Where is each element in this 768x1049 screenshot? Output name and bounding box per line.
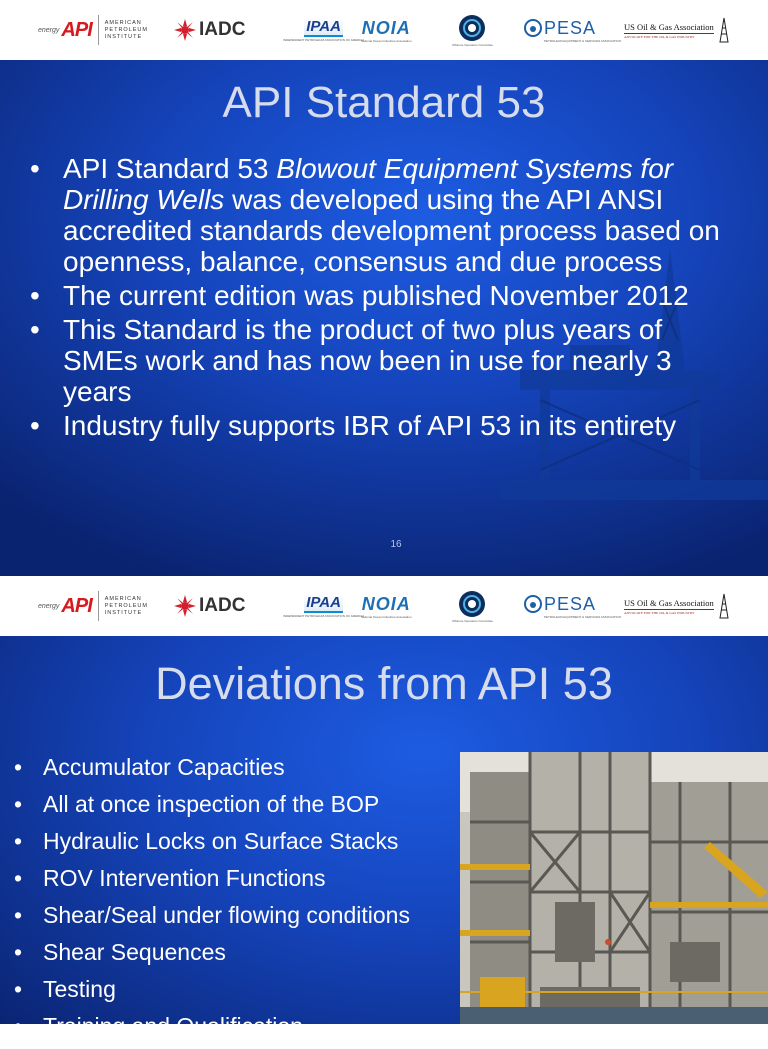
list-item: • Testing [14, 976, 116, 1002]
pesa-logo: PESA PETROLEUM EQUIPMENT & SERVICES ASSOCIATION [524, 576, 621, 636]
pesa-logo: PESA PETROLEUM EQUIPMENT & SERVICES ASSOCIATION [524, 0, 621, 60]
globe-icon [458, 14, 486, 42]
list-item: • Industry fully supports IBR of API 53 in its entirety [30, 410, 677, 441]
sponsor-logo-bar [0, 0, 768, 60]
list-item: • Shear/Seal under flowing conditions [14, 902, 410, 928]
bullet-list [14, 753, 459, 1049]
pesa-drop-icon [524, 19, 542, 37]
globe-icon [458, 590, 486, 618]
iadc-logo: IADC [174, 0, 245, 60]
rig-structure-illustration [460, 752, 768, 1024]
list-item: • API Standard 53 Blowout Equipment Systems for Drilling Wells was developed using the API ANSI accredited standards development process based on openness, balance, consensus and due process [30, 153, 720, 277]
noia-logo: NOIA National Ocean Industries Association [361, 17, 412, 43]
api-logo: energy API AMERICAN PETROLEUM INSTITUTE [38, 0, 148, 60]
bullet-list [30, 153, 742, 444]
noia-logo: NOIA National Ocean Industries Association [361, 593, 412, 619]
list-item: • Training and Qualification [14, 1013, 303, 1039]
ipaa-logo: IPAA INDEPENDENT PETROLEUM ASSOCIATION OF AMERICA [283, 594, 365, 618]
iadc-star-icon [174, 595, 196, 617]
list-item: • Shear Sequences [14, 939, 226, 965]
list-item: • This Standard is the product of two plus years of SMEs work and has now been in use for nearly 3 years [30, 314, 672, 407]
derrick-icon [719, 18, 729, 42]
slide-title: API Standard 53 [222, 78, 546, 127]
sponsor-logo-bar [0, 576, 768, 636]
list-item: • All at once inspection of the BOP [14, 791, 380, 817]
slide-title: Deviations from API 53 [155, 658, 613, 709]
list-item: • Accumulator Capacities [14, 754, 285, 780]
slide-api-standard-53 [0, 60, 768, 576]
list-item: • The current edition was published November 2012 [30, 280, 689, 311]
api-logo: energy API AMERICAN PETROLEUM INSTITUTE [38, 576, 148, 636]
drilling-rig-photo [460, 752, 768, 1024]
iadc-star-icon [174, 19, 196, 41]
derrick-icon [719, 594, 729, 618]
ipaa-logo: IPAA INDEPENDENT PETROLEUM ASSOCIATION OF AMERICA [283, 18, 365, 42]
list-item: • Hydraulic Locks on Surface Stacks [14, 828, 399, 854]
offshore-operators-logo: Offshore Operators Committee [452, 0, 493, 60]
usoga-logo: US Oil & Gas Association ADVOCATE FOR THE OIL & GAS INDUSTRY [624, 576, 729, 636]
slide-number: 16 [390, 539, 402, 550]
list-item: • ROV Intervention Functions [14, 865, 326, 891]
usoga-logo: US Oil & Gas Association ADVOCATE FOR THE OIL & GAS INDUSTRY [624, 0, 729, 60]
iadc-logo: IADC [174, 576, 245, 636]
pesa-drop-icon [524, 595, 542, 613]
offshore-operators-logo: Offshore Operators Committee [452, 576, 493, 636]
slide-deviations-from-api-53 [0, 636, 768, 1039]
